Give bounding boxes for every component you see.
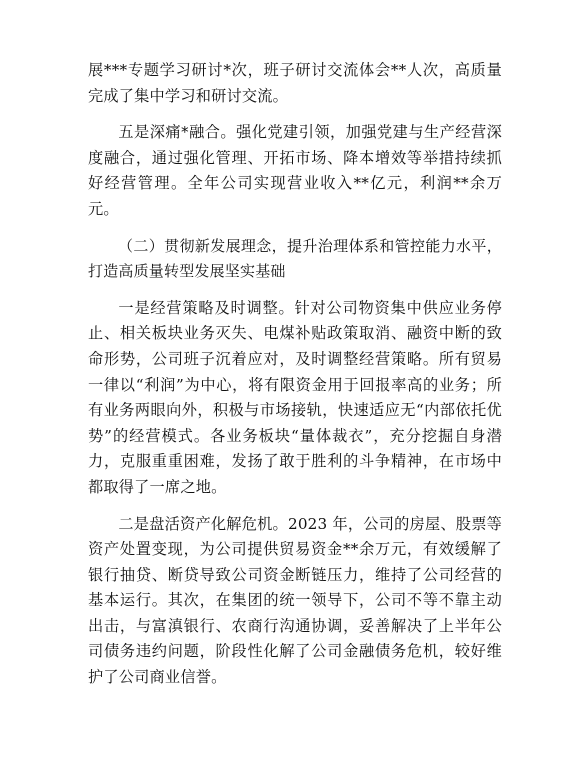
paragraph-study-summary [88,58,502,109]
paragraph-strategy-adjustment [88,296,502,501]
paragraph-text: 强化党建引领，加强党建与生产经营深度融合，通过强化管理、开拓市场、降本增效等举措持续抓好经营管理。全年公司实现营业收入**亿元，利润**余万元。 [88,123,502,218]
paragraph-integration [88,120,502,222]
paragraph-text: 针对公司物资集中供应业务停止、相关板块业务灭失、电煤补贴政策取消、融资中断的致命形势，公司班子沉着应对，及时调整经营策略。所有贸易一律以“利润”为中心，将有限资金用于回报率高的业务；所有业务两眼向外，积极与市场接轨，快速适应无“内部依托优势”的经营模式。各业务板块“量体裁衣”，充分挖掘自身潜力，克服重重困难，发扬了敢于胜利的斗争精神，在市场中都取得了一席之地。 [88,298,502,496]
paragraph-lead: 二是盘活资产化解危机。 [118,514,288,533]
section-heading: （二）贯彻新发展理念，提升治理体系和管控能力水平，打造高质量转型发展坚实基础 [88,236,502,281]
document-body [88,58,502,691]
paragraph-asset-activation [88,512,502,691]
paragraph-text: 展***专题学习研讨*次，班子研讨交流体会**人次，高质量完成了集中学习和研讨交流。 [88,61,502,105]
paragraph-lead: 一是经营策略及时调整。 [118,298,295,317]
paragraph-text: 2023 年，公司的房屋、股票等资产处置变现，为公司提供贸易资金**余万元，有效缓解了银行抽贷、断贷导致公司资金断链压力，维持了公司经营的基本运行。其次，在集团的统一领导下，公司不等不靠主动出击，与富滇银行、农商行沟通协调，妥善解决了上半年公司债务违约问题，阶段性化解了公司金融债务危机，较好维护了公司商业信誉。 [88,514,502,687]
paragraph-lead: 五是深痛*融合。 [118,123,237,142]
